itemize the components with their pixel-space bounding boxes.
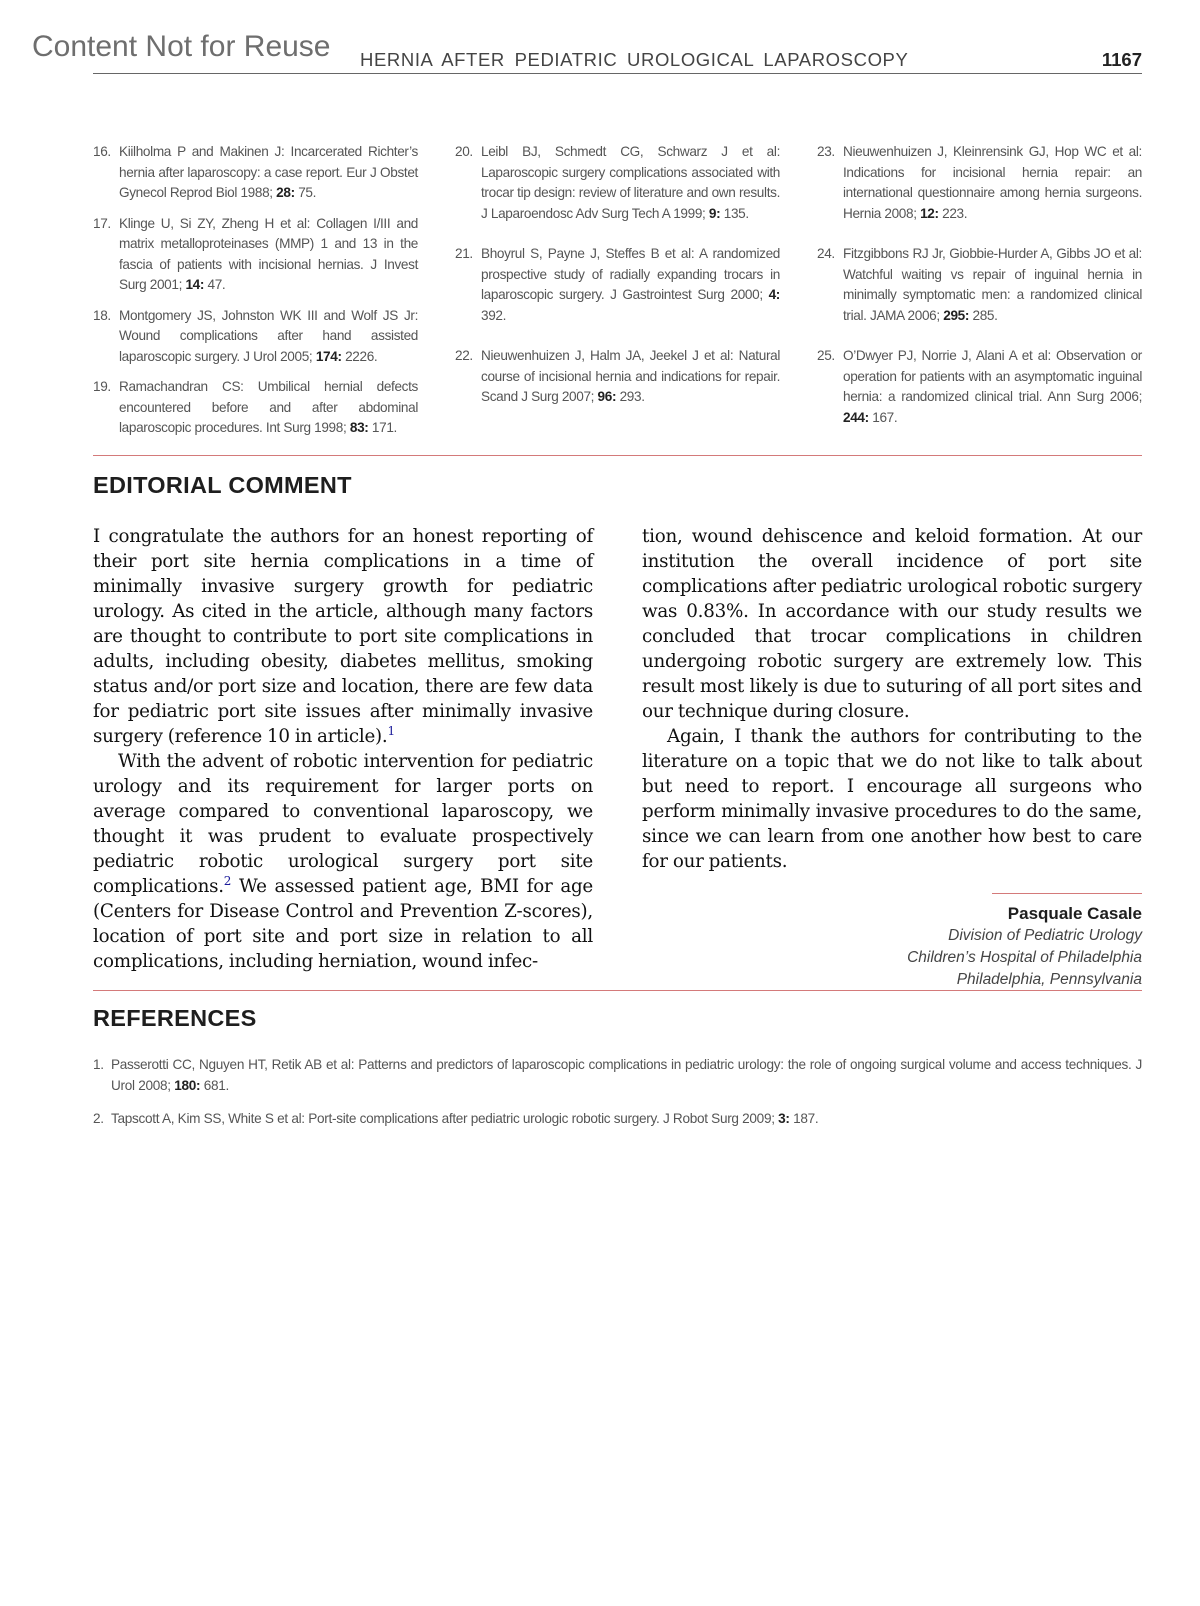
reference-18: 18. Montgomery JS, Johnston WK III and Wolf JS Jr: Wound complications after hand assisted laparoscopic surgery. J Urol 2005; 174: 2226. xyxy=(93,307,418,364)
reference-20: 20. Leibl BJ, Schmedt CG, Schwarz J et al: Laparoscopic surgery complications associated with trocar tip design: review of literature and own results. J Laparoendosc Adv Surg Tech A 1999; 9: 135. xyxy=(455,144,780,221)
reference-column-2 xyxy=(455,142,780,418)
signature-rule xyxy=(992,893,1142,894)
editorial-paragraph-2-continued: tion, wound dehiscence and keloid formation. At our institution the overall incidence of port site complications after pediatric urological robotic surgery was 0.83%. In accordance with our study results we concluded that trocar complications in children undergoing robotic surgery are extremely low. This result most likely is due to suturing of all port sites and our technique during closure. xyxy=(642,526,1142,722)
author-signature xyxy=(742,893,1142,991)
editorial-paragraph-3: Again, I thank the authors for contributing to the literature on a topic that we do not like to talk about but need to report. I encourage all surgeons who perform minimally invasive procedures to do the same, since we can learn from one another how best to care for our patients. xyxy=(642,726,1142,872)
previous-references xyxy=(93,142,1142,442)
reference-22: 22. Nieuwenhuizen J, Halm JA, Jeekel J et al: Natural course of incisional hernia and indications for repair. Scand J Surg 2007; 96: 293. xyxy=(455,348,780,404)
editorial-column-right xyxy=(642,524,1142,874)
watermark-text: Content Not for Reuse xyxy=(32,30,331,63)
author-affiliation-3: Philadelphia, Pennsylvania xyxy=(956,971,1142,988)
author-affiliation-2: Children’s Hospital of Philadelphia xyxy=(907,949,1142,966)
citation-1[interactable]: 1 xyxy=(387,723,395,738)
author-affiliation-1: Division of Pediatric Urology xyxy=(948,927,1142,944)
editorial-paragraph-1: I congratulate the authors for an honest reporting of their port site hernia complications in a time of minimally invasive surgery growth for pediatric urology. As cited in the article, although many factors are thought to contribute to port site complications in adults, including obesity, diabetes mellitus, smoking status and/or port size and location, there are few data for pediatric port site issues after minimally invasive surgery (reference 10 in article).$^1$ xyxy=(93,526,593,747)
reference-25: 25. O’Dwyer PJ, Norrie J, Alani A et al: Observation or operation for patients with an asymptomatic inguinal hernia: a randomized clinical trial. Ann Surg 2006; 244: 167. xyxy=(817,348,1142,425)
page-number: 1167 xyxy=(1101,49,1142,70)
reference-2: 2. Tapscott A, Kim SS, White S et al: Port-site complications after pediatric urologic robotic surgery. J Robot Surg 2009; 3: 187. xyxy=(93,1111,819,1126)
author-name: Pasquale Casale xyxy=(1007,904,1142,923)
section-divider xyxy=(93,990,1142,991)
reference-24: 24. Fitzgibbons RJ Jr, Giobbie-Hurder A, Gibbs JO et al: Watchful waiting vs repair of inguinal hernia in minimally symptomatic men: a randomized clinical trial. JAMA 2006; 295: 285. xyxy=(817,246,1142,323)
reference-1: 1. Passerotti CC, Nguyen HT, Retik AB et al: Patterns and predictors of laparoscopic complications in pediatric urology: the role of ongoing surgical volume and access techniques. J Urol 2008; 180: 681. xyxy=(93,1057,1142,1093)
reference-16: 16. Kiilholma P and Makinen J: Incarcerated Richter’s hernia after laparoscopy: a case report. Eur J Obstet Gynecol Reprod Biol 1988; 28: 75. xyxy=(93,144,418,200)
editorial-column-left xyxy=(93,524,593,974)
reference-column-1 xyxy=(93,142,418,449)
header-rule xyxy=(93,73,1142,74)
reference-21: 21. Bhoyrul S, Payne J, Steffes B et al: A randomized prospective study of radially expanding trocars in laparoscopic surgery. J Gastrointest Surg 2000; 4: 392. xyxy=(455,246,780,323)
section-divider xyxy=(93,455,1142,456)
editorial-heading: EDITORIAL COMMENT xyxy=(93,472,352,498)
editorial-references xyxy=(93,1055,1142,1143)
editorial-paragraph-2: With the advent of robotic intervention for pediatric urology and its requirement for larger ports on average compared to conventional laparoscopy, we thought it was prudent to evaluate prospectively pediatric robotic urological surgery port site complications.$^2$ We assessed patient age, BMI for age (Centers for Disease Control and Prevention Z-scores), location of port site and port size in relation to all complications, including herniation, wound infec- xyxy=(93,751,593,972)
references-heading: REFERENCES xyxy=(93,1005,257,1031)
citation-2[interactable]: 2 xyxy=(223,873,232,888)
running-title: HERNIA AFTER PEDIATRIC UROLOGICAL LAPAROSCOPY xyxy=(360,49,909,70)
reference-19: 19. Ramachandran CS: Umbilical hernial defects encountered before and after abdominal laparoscopic procedures. Int Surg 1998; 83: 171. xyxy=(93,379,418,435)
reference-23: 23. Nieuwenhuizen J, Kleinrensink GJ, Hop WC et al: Indications for incisional hernia repair: an international questionnaire among hernia surgeons. Hernia 2008; 12: 223. xyxy=(817,144,1142,221)
reference-column-3 xyxy=(817,142,1142,438)
reference-17: 17. Klinge U, Si ZY, Zheng H et al: Collagen I/III and matrix metalloproteinases (MMP) 1 and 13 in the fascia of patients with incisional hernias. J Invest Surg 2001; 14: 47. xyxy=(93,215,418,292)
